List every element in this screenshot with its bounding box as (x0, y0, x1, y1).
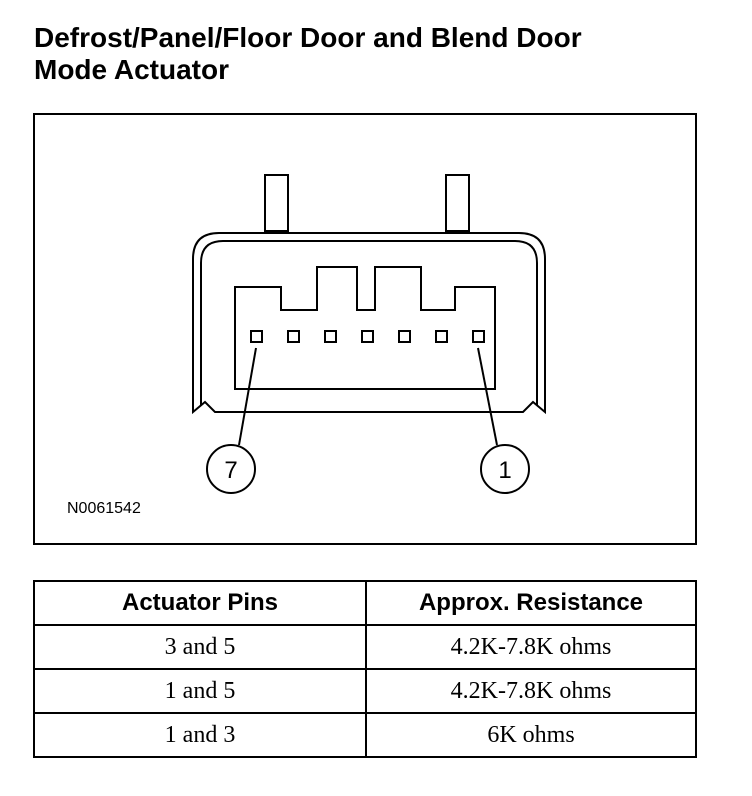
table-row (34, 669, 696, 713)
callout-label-7: 7 (224, 457, 238, 484)
title-line-2: Mode Actuator (34, 54, 229, 85)
pin-cavity-7 (251, 331, 262, 342)
pin-cavity-1 (473, 331, 484, 342)
header-approx-resistance: Approx. Resistance (366, 581, 696, 625)
cell-pins: 3 and 5 (34, 625, 366, 669)
cell-resistance: 6K ohms (366, 713, 696, 757)
pin-cavity-2 (436, 331, 447, 342)
connector-diagram (33, 113, 697, 545)
cell-resistance: 4.2K-7.8K ohms (366, 625, 696, 669)
table-row (34, 625, 696, 669)
pin-cavity-6 (288, 331, 299, 342)
connector-drawing (35, 115, 699, 547)
cell-resistance: 4.2K-7.8K ohms (366, 669, 696, 713)
figure-id-label: N0061542 (67, 500, 141, 517)
locking-tab-left (265, 175, 288, 231)
pin-cavity-3 (399, 331, 410, 342)
header-actuator-pins: Actuator Pins (34, 581, 366, 625)
cell-pins: 1 and 3 (34, 713, 366, 757)
locking-tab-right (446, 175, 469, 231)
connector-housing-outer (193, 233, 545, 412)
page-title (34, 22, 724, 86)
callout-label-1: 1 (498, 457, 512, 484)
resistance-table (33, 580, 697, 758)
pin-cavity-4 (362, 331, 373, 342)
table-row (34, 713, 696, 757)
title-line-1: Defrost/Panel/Floor Door and Blend Door (34, 22, 582, 53)
cell-pins: 1 and 5 (34, 669, 366, 713)
pin-cavity-5 (325, 331, 336, 342)
table-header-row (34, 581, 696, 625)
